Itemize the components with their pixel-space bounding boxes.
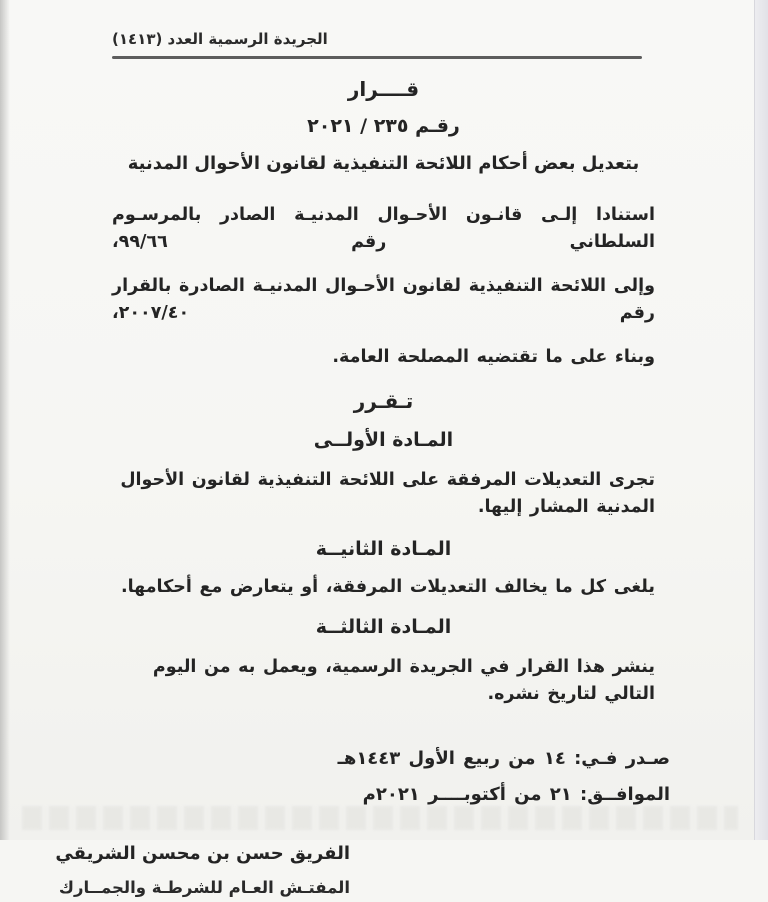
hijri-issue-date: صـدر فـي: ١٤ من ربيع الأول ١٤٤٣هـ <box>337 748 670 769</box>
article-2-text: يلغى كل ما يخالف التعديلات المرفقة، أو يتعارض مع أحكامها. <box>120 577 655 597</box>
preamble-line-3: وبناء على ما تقتضيه المصلحة العامة. <box>332 347 655 367</box>
signatory-name: الفريق حسن بن محسن الشريقي <box>55 843 350 864</box>
preamble-line-1: استنادا إلـى قانـون الأحـوال المدنيـة الصادر بالمرسـوم السلطاني رقم ٦٦/‏٩٩، <box>112 205 655 252</box>
gazette-issue-label: الجريدة الرسمية العدد (١٤١٣) <box>112 30 328 48</box>
signatory-title: المفتـش العـام للشرطـة والجمــارك <box>58 878 350 897</box>
gregorian-issue-date: الموافــق: ٢١ من أكتوبــــر ٢٠٢١م <box>362 784 670 805</box>
article-3-heading: المـادة الثالثــة <box>315 616 452 638</box>
issuance-dates <box>0 744 670 810</box>
article-1-text: تجرى التعديلات المرفقة على اللائحة التنفيذية لقانون الأحوال المدنية المشار إليها. <box>120 470 655 517</box>
decree-kind-title: قــــرار <box>347 77 420 101</box>
header-rule <box>112 56 642 59</box>
decree-subject-title: بتعديل بعض أحكام اللائحة التنفيذية لقانون الأحوال المدنية <box>127 153 640 174</box>
article-2-heading: المـادة الثانيــة <box>315 538 452 560</box>
article-1-heading: المـادة الأولــى <box>313 429 454 451</box>
article-3-text: ينشر هذا القرار في الجريدة الرسمية، ويعمل به من اليوم التالي لتاريخ نشره. <box>152 657 655 704</box>
decree-number-line: رقـم ٢٣٥ / ٢٠٢١ <box>307 115 460 137</box>
gazette-header <box>112 26 655 59</box>
preamble-line-2: وإلى اللائحة التنفيذية لقانون الأحـوال المدنيـة الصادرة بالقرار رقم ٤٠/‏٢٠٠٧، <box>112 276 655 323</box>
decision-word: تـقـرر <box>353 389 414 413</box>
signature-block <box>55 840 350 902</box>
